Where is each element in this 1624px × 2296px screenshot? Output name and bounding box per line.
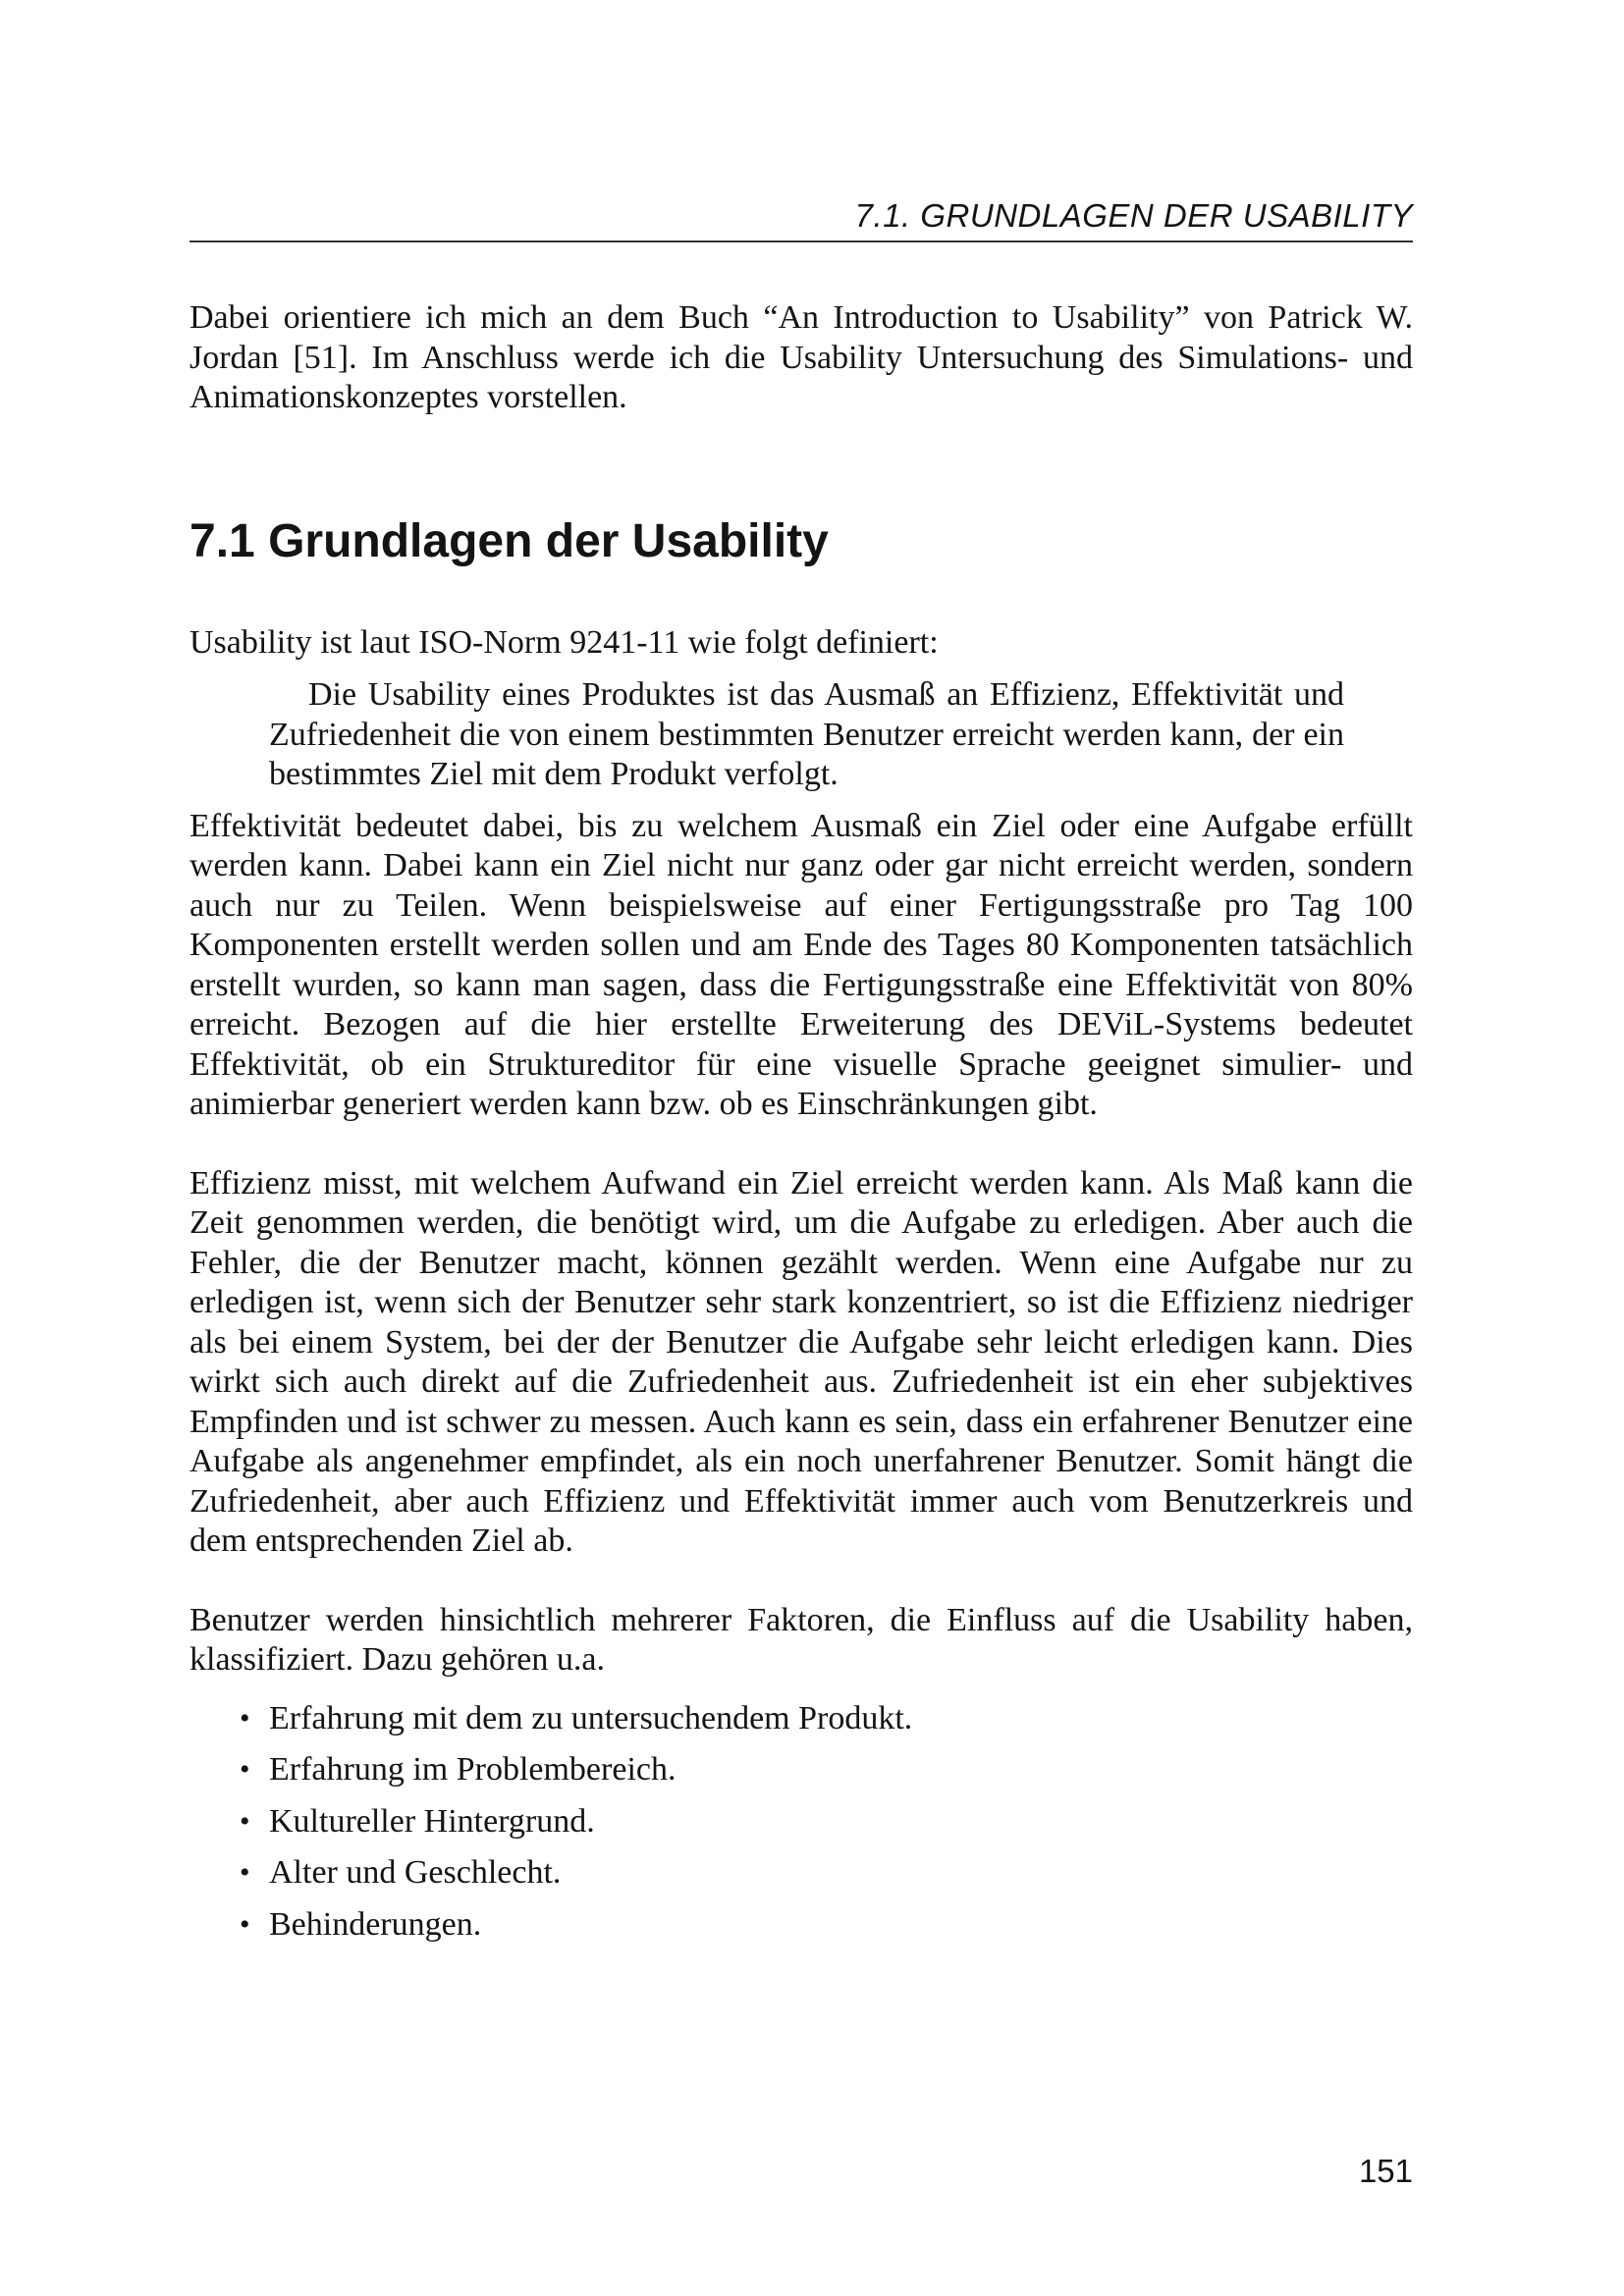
page-number: 151 — [1358, 2153, 1413, 2189]
users-paragraph: Benutzer werden hinsichtlich mehrerer Faktoren, die Einfluss auf die Usability haben, klassifiziert. Dazu gehören u.a. — [189, 1601, 1413, 1678]
factor-list — [189, 1699, 1413, 1946]
bullet-icon: • — [240, 1701, 250, 1735]
bullet-icon: • — [240, 1804, 250, 1838]
efficiency-paragraph: Effizienz misst, mit welchem Aufwand ein Ziel erreicht werden kann. Als Maß kann die Zeit genommen werden, die benötigt wird, um die Aufgabe zu erledigen. Aber auch die Fehler, die der Benutzer macht, können gezählt werden. Wenn eine Aufgabe nur zu erledigen ist, wenn sich der Benutzer sehr stark konzentriert, so ist die Effizienz niedriger als bei einem System, bei der der Benutzer die Aufgabe sehr leicht erledigen kann. Dies wirkt sich auch direkt auf die Zufriedenheit aus. Zufriedenheit ist ein eher subjektives Empfinden und ist schwer zu messen. Auch kann es sein, dass ein erfahrener Benutzer eine Aufgabe als angenehmer empfindet, als ein noch unerfahrener Benutzer. Somit hängt die Zufriedenheit, aber auch Effizienz und Effektivität immer auch vom Benutzerkreis und dem entsprechenden Ziel ab. — [189, 1164, 1413, 1559]
list-item — [189, 1905, 1413, 1946]
page-body — [189, 298, 1413, 1956]
list-item-text: Alter und Geschlecht. — [269, 1854, 562, 1891]
list-item-text: Behinderungen. — [269, 1905, 482, 1943]
bullet-icon: • — [240, 1856, 250, 1889]
effectiveness-paragraph: Effektivität bedeutet dabei, bis zu welchem Ausmaß ein Ziel oder eine Aufgabe erfüllt werden kann. Dabei kann ein Ziel nicht nur ganz oder gar nicht erreicht werden, sondern auch nur zu Teilen. Wenn beispielsweise auf einer Fertigungsstraße pro Tag 100 Komponenten erstellt werden sollen und am Ende des Tages 80 Komponenten tatsächlich erstellt wurden, so kann man sagen, dass die Fertigungsstraße eine Effektivität von 80% erreicht. Bezogen auf die hier erstellte Erweiterung des DEViL-Systems bedeutet Effektivität, ob ein Struktureditor für eine visuelle Sprache geeignet simulier- und animierbar generiert werden kann bzw. ob es Einschränkungen gibt. — [189, 807, 1413, 1122]
list-item-text: Kultureller Hintergrund. — [269, 1802, 595, 1840]
intro-paragraph: Dabei orientiere ich mich an dem Buch “An Introduction to Usability” von Patrick W. Jordan [51]. Im Anschluss werde ich die Usability Untersuchung des Simulations- und Animationskonzeptes vorstellen. — [189, 299, 1413, 415]
list-item — [189, 1699, 1413, 1739]
running-head: 7.1. GRUNDLAGEN DER USABILITY — [854, 197, 1413, 234]
bullet-icon: • — [240, 1907, 250, 1941]
list-item — [189, 1853, 1413, 1894]
list-item — [189, 1802, 1413, 1842]
list-item-text: Erfahrung mit dem zu untersuchendem Produkt. — [269, 1699, 913, 1736]
definition-intro-paragraph: Usability ist laut ISO-Norm 9241-11 wie folgt definiert: — [189, 623, 939, 661]
section-heading: 7.1 Grundlagen der Usability — [189, 514, 829, 567]
definition-quote: Die Usability eines Produktes ist das Ausmaß an Effizienz, Effektivität und Zufriedenheit die von einem bestimmten Benutzer erreicht werden kann, der ein bestimmtes Ziel mit dem Produkt verfolgt. — [269, 676, 1344, 792]
bullet-icon: • — [240, 1753, 250, 1786]
list-item — [189, 1750, 1413, 1790]
list-item-text: Erfahrung im Problembereich. — [269, 1751, 677, 1788]
header-rule — [189, 240, 1413, 242]
